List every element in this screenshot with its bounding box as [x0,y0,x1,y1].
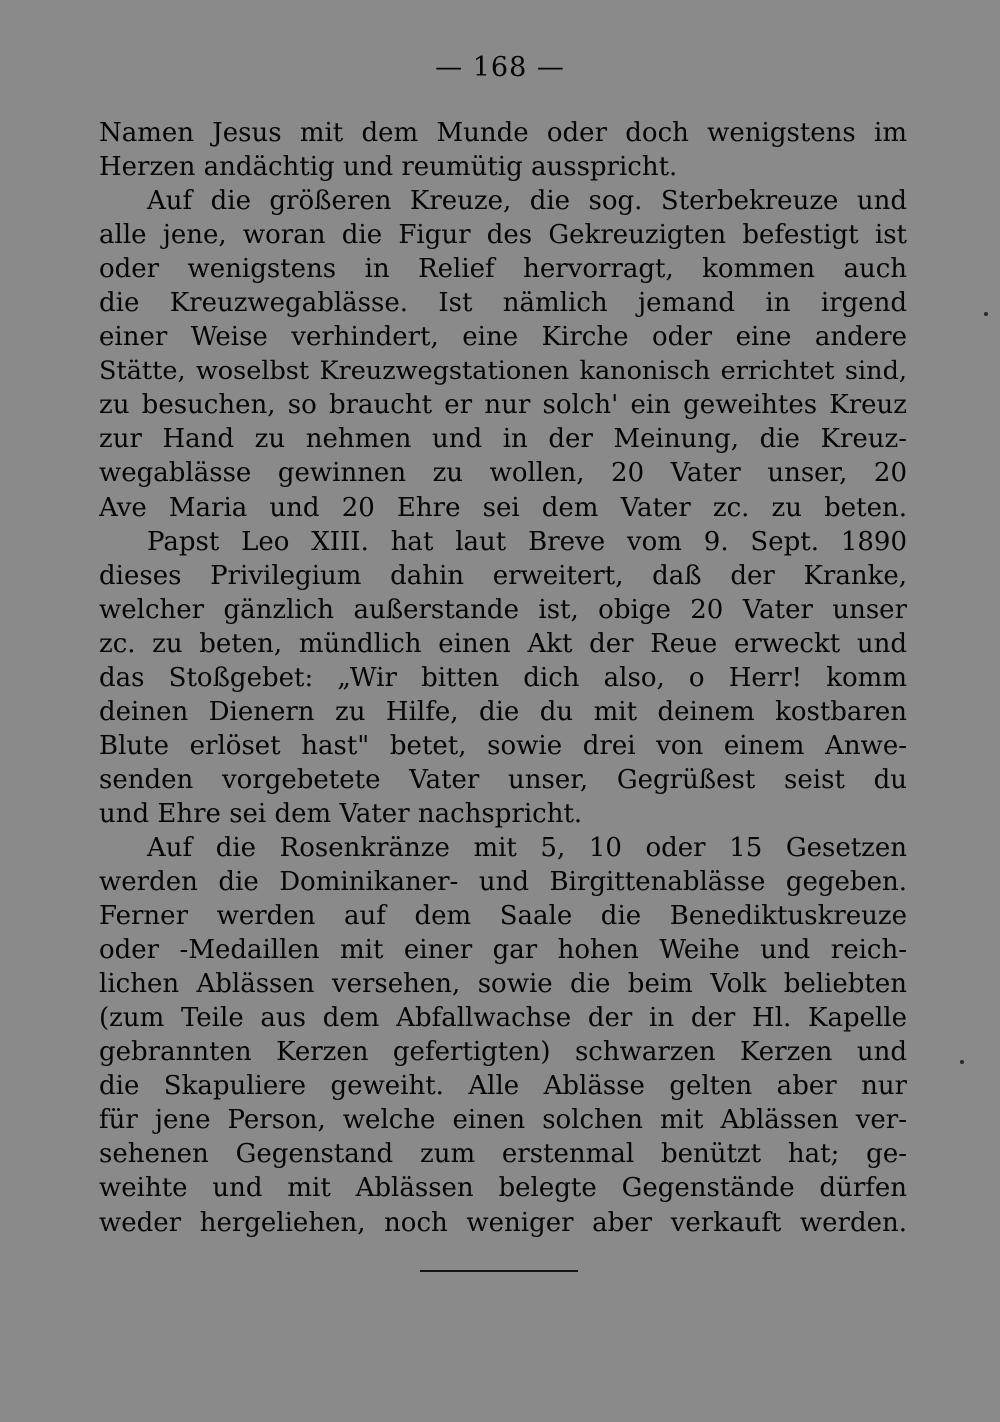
text-line: oder -Medaillen mit einer gar hohen Weihe und reich- [99,935,907,966]
text-line: zur Hand zu nehmen und in der Meinung, die Kreuz- [99,424,907,455]
body-text [99,116,907,1240]
text-line: weder hergeliehen, noch weniger aber verkauft werden. [99,1207,907,1238]
text-line: Ferner werden auf dem Saale die Benediktuskreuze [99,901,907,932]
text-line: zc. zu beten, mündlich einen Akt der Reue erweckt und [99,628,907,659]
text-line: wegablässe gewinnen zu wollen, 20 Vater unser, 20 [99,458,907,489]
paper-speck [984,312,988,316]
text-line: das Stoßgebet: „Wir bitten dich also, o Herr! komm [99,662,907,693]
text-line: und Ehre sei dem Vater nachspricht. [99,798,583,829]
text-line: senden vorgebetete Vater unser, Gegrüßest seist du [99,764,907,795]
text-line: gebrannten Kerzen gefertigten) schwarzen Kerzen und [99,1037,907,1068]
text-line: Stätte, woselbst Kreuzwegstationen kanonisch errichtet sind, [99,356,907,387]
text-line: alle jene, woran die Figur des Gekreuzigten befestigt ist [99,220,907,251]
closing-rule [420,1270,578,1272]
text-line: einer Weise verhindert, eine Kirche oder eine andere [99,322,907,353]
text-line: (zum Teile aus dem Abfallwachse der in der Hl. Kapelle [99,1003,907,1034]
text-line: dieses Privilegium dahin erweitert, daß der Kranke, [99,560,907,591]
text-line: die Kreuzwegablässe. Ist nämlich jemand in irgend [99,288,907,319]
text-line: zu besuchen, so braucht er nur solch' ein geweihtes Kreuz [99,390,907,421]
text-line: Ave Maria und 20 Ehre sei dem Vater zc. zu beten. [99,492,907,523]
text-line: Herzen andächtig und reumütig ausspricht. [99,152,678,183]
text-line: sehenen Gegenstand zum erstenmal benützt hat; ge- [99,1139,907,1170]
text-line: lichen Ablässen versehen, sowie die beim Volk beliebten [99,969,907,1000]
text-line: Auf die Rosenkränze mit 5, 10 oder 15 Gesetzen [147,832,907,863]
text-line: die Skapuliere geweiht. Alle Ablässe gelten aber nur [99,1071,907,1102]
text-line: welcher gänzlich außerstande ist, obige 20 Vater unser [99,594,907,625]
text-line: für jene Person, welche einen solchen mit Ablässen ver- [99,1105,907,1136]
text-line: Blute erlöset hast" betet, sowie drei von einem Anwe- [99,730,907,761]
text-line: oder wenigstens in Relief hervorragt, kommen auch [99,254,907,285]
text-line: Auf die größeren Kreuze, die sog. Sterbekreuze und [147,186,907,217]
page-number: — 168 — [435,52,565,83]
text-line: Papst Leo XIII. hat laut Breve vom 9. Sept. 1890 [147,526,907,557]
text-line: Namen Jesus mit dem Munde oder doch wenigstens im [99,118,907,148]
paper-speck [960,1060,964,1064]
text-line: deinen Dienern zu Hilfe, die du mit deinem kostbaren [99,696,907,727]
text-line: werden die Dominikaner- und Birgittenablässe gegeben. [99,867,907,898]
text-line: weihte und mit Ablässen belegte Gegenstände dürfen [99,1173,907,1204]
